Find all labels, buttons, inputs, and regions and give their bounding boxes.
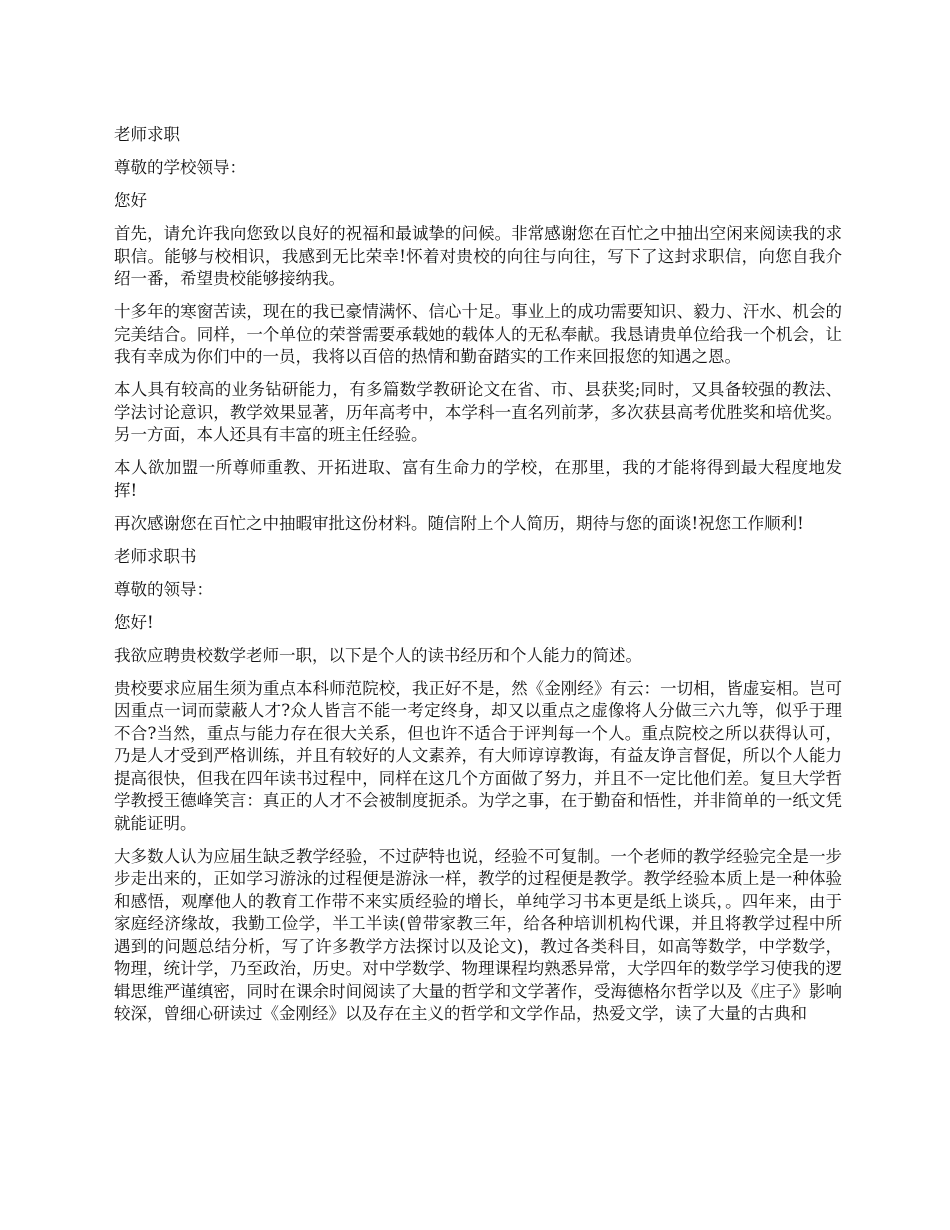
salutation-1: 尊敬的学校领导： (114, 158, 246, 177)
body-paragraph: 本人具有较高的业务钻研能力，有多篇数学教研论文在省、市、县获奖;同时，又具备较强的教法、学法讨论意识，教学效果显著，历年高考中，本学科一直名列前茅，多次获县高考优胜奖和培优奖。另一方面，本人还具有丰富的班主任经验。 (114, 380, 842, 444)
body-paragraph: 本人欲加盟一所尊师重教、开拓进取、富有生命力的学校，在那里，我的才能将得到最大程度地发挥! (114, 458, 842, 500)
body-paragraph: 大多数人认为应届生缺乏教学经验，不过萨特也说，经验不可复制。一个老师的教学经验完全是一步步走出来的，正如学习游泳的过程便是游泳一样，教学的过程便是教学。教学经验本质上是一种体验和感悟，观摩他人的教育工作带不来实质经验的增长，单纯学习书本更是纸上谈兵，。四年来，由于家庭经济缘故，我勤工俭学，半工半读(曾带家教三年，给各种培训机构代课，并且将教学过程中所遇到的问题总结分析，写了许多教学方法探讨以及论文)，教过各类科目，如高等数学，中学数学，物理，统计学，乃至政治，历史。对中学数学、物理课程均熟悉异常，大学四年的数学学习使我的逻辑思维严谨缜密，同时在课余时间阅读了大量的哲学和文学著作，受海德格尔哲学以及《庄子》影响较深，曾细心研读过《金刚经》以及存在主义的哲学和文学作品，热爱文学，读了大量的古典和 (114, 846, 842, 1023)
body-paragraph: 首先，请允许我向您致以良好的祝福和最诚挚的问候。非常感谢您在百忙之中抽出空闲来阅读我的求职信。能够与校相识，我感到无比荣幸!怀着对贵校的向往与向往，写下了这封求职信，向您自我介绍一番，希望贵校能够接纳我。 (114, 224, 842, 288)
salutation-2: 尊敬的领导： (114, 579, 213, 599)
letter-title-1: 老师求职 (114, 125, 180, 144)
document-page (114, 124, 842, 1036)
greeting-1: 您好 (114, 191, 147, 210)
body-paragraph: 十多年的寒窗苦读，现在的我已豪情满怀、信心十足。事业上的成功需要知识、毅力、汗水、机会的完美结合。同样，一个单位的荣誉需要承载她的载体人的无私奉献。我恳请贵单位给我一个机会，让我有幸成为你们中的一员，我将以百倍的热情和勤奋踏实的工作来回报您的知遇之恩。 (114, 302, 842, 366)
greeting-2: 您好! (114, 612, 154, 632)
closing-paragraph-1: 再次感谢您在百忙之中抽暇审批这份材料。随信附上个人简历，期待与您的面谈!祝您工作顺利! (114, 513, 804, 533)
body-paragraph: 贵校要求应届生须为重点本科师范院校，我正好不是，然《金刚经》有云：一切相，皆虚妄相。岂可因重点一词而蒙蔽人才?众人皆言不能一考定终身，却又以重点之虚像将人分做三六九等，似乎于理不合?当然，重点与能力存在很大关系，但也许不适合于评判每一个人。重点院校之所以获得认可，乃是人才受到严格训练，并且有较好的人文素养，有大师谆谆教诲，有益友诤言督促，所以个人能力提高很快，但我在四年读书过程中，同样在这几个方面做了努力，并且不一定比他们差。复旦大学哲学教授王德峰笑言：真正的人才不会被制度扼杀。为学之事，在于勤奋和悟性，并非简单的一纸文凭就能证明。 (114, 678, 842, 833)
body-paragraph: 我欲应聘贵校数学老师一职，以下是个人的读书经历和个人能力的简述。 (114, 645, 642, 665)
letter-title-2: 老师求职书 (114, 546, 197, 566)
